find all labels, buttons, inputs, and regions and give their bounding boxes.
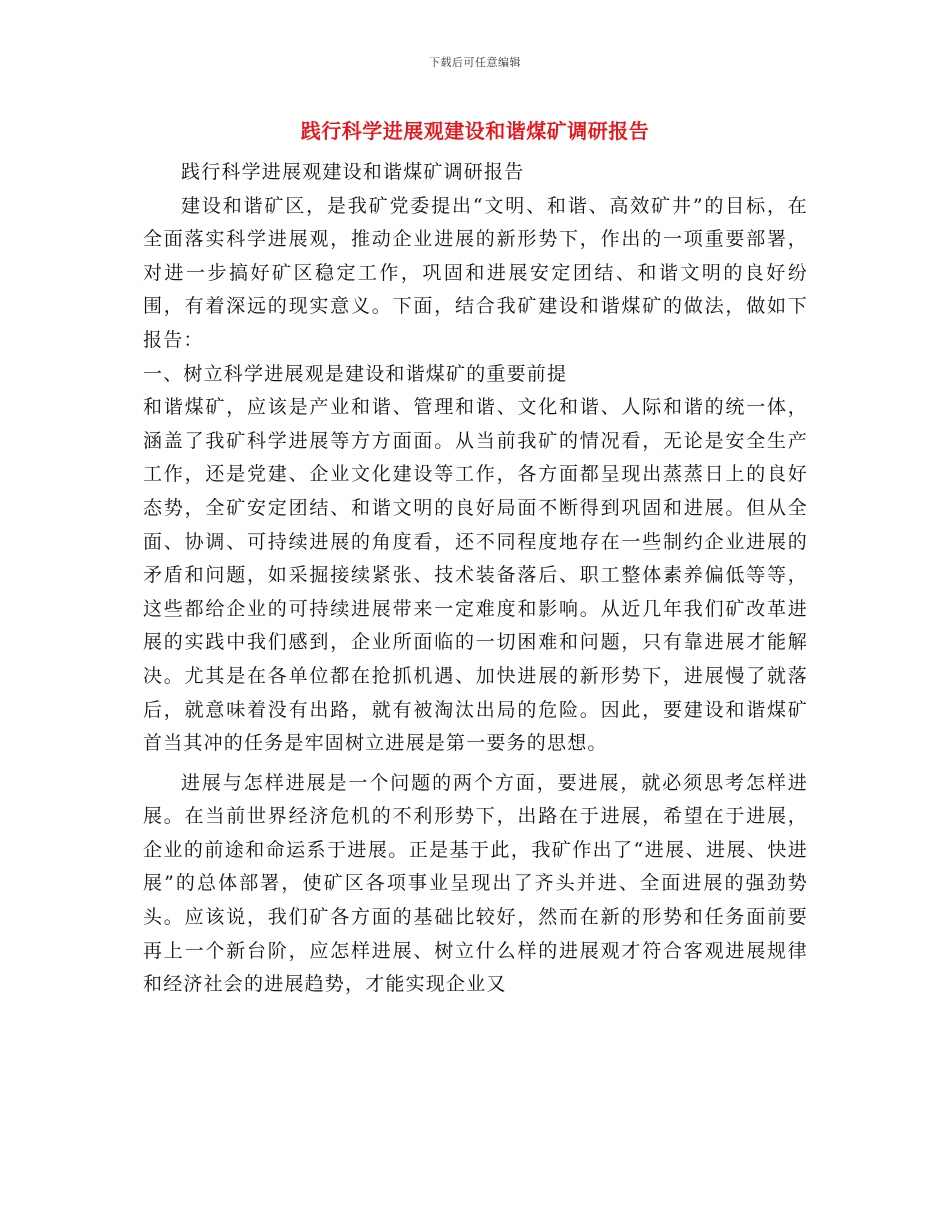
- paragraph-body: 和谐煤矿，应该是产业和谐、管理和谐、文化和谐、人际和谐的统一体，涵盖了我矿科学进展等方方面面。从当前我矿的情况看，无论是安全生产工作，还是党建、企业文化建设等工作，各方面都呈现出蒸蒸日上的良好态势，全矿安定团结、和谐文明的良好局面不断得到巩固和进展。但从全面、协调、可持续进展的角度看，还不同程度地存在一些制约企业进展的矛盾和问题，如采掘接续紧张、技术装备落后、职工整体素养偏低等等，这些都给企业的可持续进展带来一定难度和影响。从近几年我们矿改革进展的实践中我们感到，企业所面临的一切困难和问题，只有靠进展才能解决。尤其是在各单位都在抢抓机遇、加快进展的新形势下，进展慢了就落后，就意味着没有出路，就有被淘汰出局的危险。因此，要建设和谐煤矿首当其冲的任务是牢固树立进展是第一要务的思想。: [143, 396, 808, 755]
- document-title: 践行科学进展观建设和谐煤矿调研报告: [300, 119, 650, 143]
- paragraph-subtitle: 践行科学进展观建设和谐煤矿调研报告: [181, 161, 525, 183]
- paragraph-intro: 建设和谐矿区，是我矿党委提出“文明、和谐、高效矿井”的目标，在全面落实科学进展观，推动企业进展的新形势下，作出的一项重要部署，对进一步搞好矿区稳定工作，巩固和进展安定团结、和谐文明的良好纷围，有着深远的现实意义。下面，结合我矿建设和谐煤矿的做法，做如下报告：: [143, 194, 808, 351]
- section-heading: 一、树立科学进展观是建设和谐煤矿的重要前提: [143, 362, 568, 385]
- document-body: [143, 156, 808, 1002]
- header-note: 下载后可任意编辑: [429, 56, 521, 69]
- paragraph-body: 进展与怎样进展是一个问题的两个方面，要进展，就必须思考怎样进展。在当前世界经济危机的不利形势下，出路在于进展，希望在于进展，企业的前途和命运系于进展。正是基于此，我矿作出了“进展、进展、快进展”的总体部署，使矿区各项事业呈现出了齐头并进、全面进展的强劲势头。应该说，我们矿各方面的基础比较好，然而在新的形势和任务面前要再上一个新台阶，应怎样进展、树立什么样的进展观才符合客观进展规律和经济社会的进展趋势，才能实现企业又: [143, 771, 808, 996]
